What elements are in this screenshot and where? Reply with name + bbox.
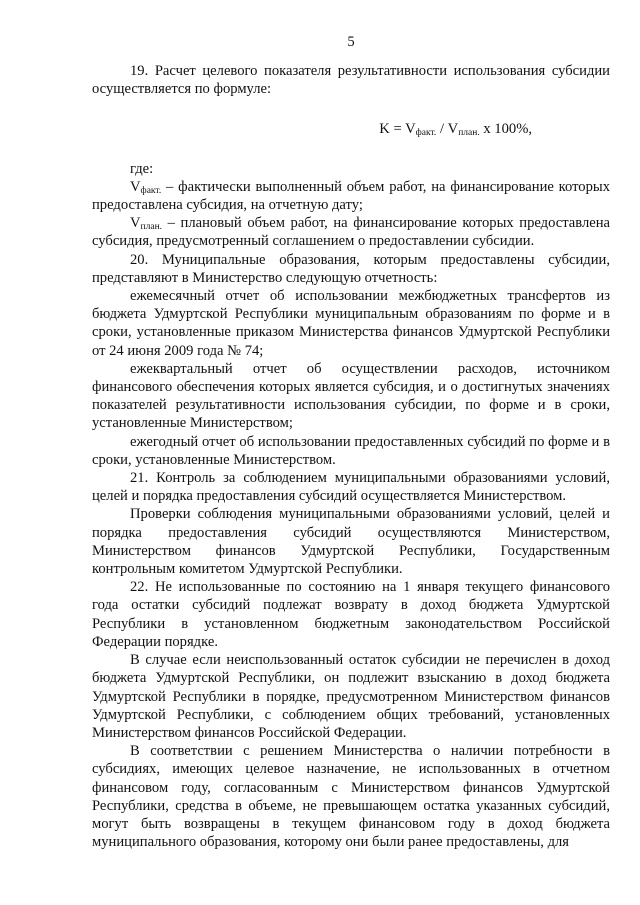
formula-k: K = V (379, 121, 416, 138)
definition-plan-text: – плановый объем работ, на финансирование которых предоставлена субсидия, предусмотренный соглашением о предоставлении субсидии. (92, 215, 610, 250)
paragraph-20-item-quarterly: ежеквартальный отчет об осуществлении расходов, источником финансового обеспечения которых является субсидия, и о достигнутых значениях показателей результативности использования субсидии, по форме и в сроки, установленные Министерством; (92, 360, 610, 432)
page-number: 5 (347, 34, 355, 50)
where-label: где: (130, 160, 154, 177)
definition-plan-subscript: план. (140, 222, 163, 233)
paragraph-20-item-annual: ежегодный отчет об использовании предоставленных субсидий по форме и в сроки, установленные Министерством. (92, 433, 610, 468)
definition-fact-v: V (130, 178, 141, 195)
paragraph-20: 20. Муниципальные образования, которым предоставлены субсидии, представляют в Министерство следующую отчетность: (92, 251, 610, 286)
formula (92, 120, 610, 138)
formula-mid: / V (436, 121, 459, 138)
paragraph-22-recovery: В случае если неиспользованный остаток субсидии не перечислен в доход бюджета Удмуртской Республики, он подлежит взысканию в доход бюджета Удмуртской Республики в порядке, предусмотренном Министерством финансов Удмуртской Республики, с соблюдением общих требований, установленных Министерством финансов Российской Федерации. (92, 652, 610, 741)
paragraph-22-return: В соответствии с решением Министерства о наличии потребности в субсидиях, имеющих целевое назначение, не использованных в отчетном финансовом году, согласованным с Министерством финансов Удмуртской Республики, средства в объеме, не превышающем остатка указанных субсидий, могут быть возвращены в текущем финансовом году в доход бюджета муниципального образования, которому они были ранее предоставлены, для (92, 743, 610, 851)
paragraph-21-inspections: Проверки соблюдения муниципальными образованиями условий, целей и порядка предоставления субсидий осуществляются Министерством, Министерством финансов Удмуртской Республики, Государственным контрольным комитетом Удмуртской Республики. (92, 506, 610, 578)
document-body (92, 62, 610, 851)
definition-fact-text: – фактически выполненный объем работ, на финансирование которых предоставлена субсидия, на отчетную дату; (92, 178, 610, 214)
paragraph-22: 22. Не использованные по состоянию на 1 января текущего финансового года остатки субсидий подлежат возврату в доход бюджета Удмуртской Республики в установленном бюджетным законодательством Российской Федерации порядке. (92, 579, 610, 650)
paragraph-19: 19. Расчет целевого показателя результативности использования субсидии осуществляется по формуле: (92, 63, 610, 98)
formula-fact-subscript: факт. (415, 128, 437, 139)
paragraph-21: 21. Контроль за соблюдением муниципальными образованиями условий, целей и порядка предоставления субсидий осуществляется Министерством. (92, 470, 610, 505)
paragraph-20-item-monthly: ежемесячный отчет об использовании межбюджетных трансфертов из бюджета Удмуртской Республики муниципальным образованиям по форме и в сроки, установленные приказом Министерства финансов Удмуртской Республики от 24 июня 2009 года № 74; (92, 288, 610, 359)
formula-tail: x 100%, (479, 121, 532, 138)
definition-fact (92, 178, 610, 214)
definition-plan (92, 214, 610, 250)
definition-fact-subscript: факт. (140, 185, 162, 196)
formula-plan-subscript: план. (458, 128, 480, 139)
definition-plan-v: V (130, 215, 141, 232)
